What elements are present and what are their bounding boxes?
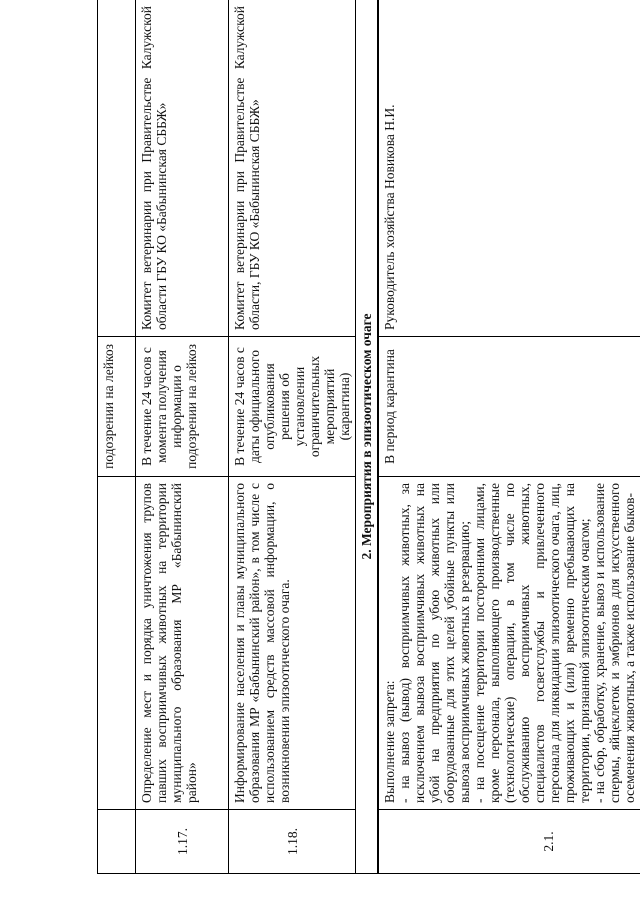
action-cell: Информирование населения и главы муниципального образования МР «Бабынинский район», в том числе с использованием средств массовой информации, о возникновении эпизоотического очага. [229,477,356,810]
action-line: Выполнение запрета: [382,680,397,803]
action-cell: Определение мест и порядка уничтожения трупов павших восприимчивых животных на территории муниципального образования МР «Бабынинский район» [136,477,229,810]
action-line: - на посещение территории посторонними лицами, кроме персонала, выполняющего производственные (технологические) операции, в том числе по обслуживанию восприимчивых животных, специалистов госветслужбы и привлеченного персонала для ликвидации эпизоотического очага, лиц, проживающих и (или) временно пребывающих на территории, признанной эпизоотическим очагом; [472,483,592,803]
action-cell [378,477,640,810]
table-cell [98,810,136,874]
responsible-cell: Комитет ветеринарии при Правительстве Калужской области, ГБУ КО «Бабынинская СББЖ» [229,0,356,337]
term-cell: подозрении на лейкоз [98,337,136,477]
row-number: 1.18. [229,810,356,874]
table-row [136,0,229,874]
table-row [378,0,640,874]
table-cell [98,477,136,810]
action-line: - на сбор, обработку, хранение, вывоз и использование спермы, яйцеклеток и эмбрионов для искусственного осеменения животных, а также использование быков- [592,483,637,803]
term-cell: В течение 24 часов с момента получения информации о подозрении на лейкоз [136,337,229,477]
section-title: 2. Мероприятия в эпизоотическом очаге [356,0,379,874]
action-line: - на вывоз (вывод) восприимчивых животных, за исключением вывоза восприимчивых животных на убой на предприятия по убою животных или оборудованные для этих целей убойные пункты или вывоза восприимчивых животных в резервацию; [397,483,472,803]
table-row [229,0,356,874]
table-cell [98,0,136,337]
responsible-cell: Руководитель хозяйства Новикова Н.И. [378,0,640,337]
term-cell: В течение 24 часов с даты официального опубликования решения об установлении ограничительных мероприятий (карантина) [229,337,356,477]
plan-table [97,0,640,874]
row-number: 2.1. [378,810,640,874]
row-number: 1.17. [136,810,229,874]
section-row [356,0,379,874]
term-cell: В период карантина [378,337,640,477]
responsible-cell: Комитет ветеринарии при Правительстве Калужской области ГБУ КО «Бабынинская СББЖ» [136,0,229,337]
table-row [98,0,136,874]
